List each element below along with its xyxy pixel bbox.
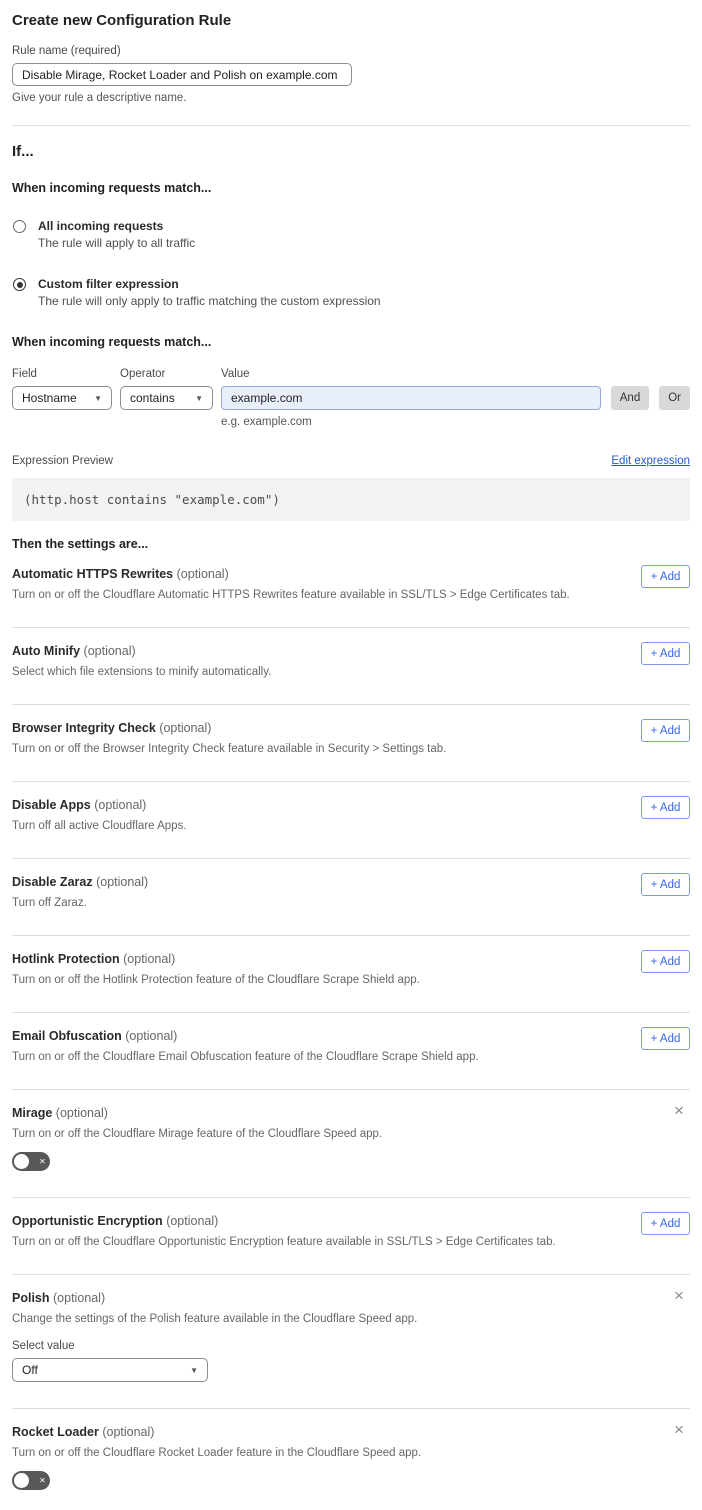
radio-description: The rule will apply to all traffic	[38, 236, 196, 250]
setting-title: Mirage	[12, 1106, 53, 1120]
operator-select-value: contains	[130, 391, 175, 405]
setting-description: Turn off Zaraz.	[12, 897, 87, 909]
setting-description: Turn on or off the Cloudflare Automatic HTTPS Rewrites feature available in SSL/TLS > Edge Certificates tab.	[12, 589, 570, 601]
operator-label: Operator	[120, 368, 166, 380]
toggle-off-x-icon: ×	[39, 1474, 46, 1487]
add-button[interactable]: + Add	[641, 950, 690, 973]
setting-row-browser-integrity-check	[12, 705, 690, 782]
operator-select[interactable]	[120, 386, 213, 410]
setting-row-auto-minify	[12, 628, 690, 705]
add-button[interactable]: + Add	[641, 565, 690, 588]
toggle-knob	[14, 1473, 29, 1488]
optional-label: (optional)	[176, 567, 229, 581]
add-button[interactable]: + Add	[641, 719, 690, 742]
toggle-off-x-icon: ×	[39, 1155, 46, 1168]
close-icon[interactable]: ×	[670, 1421, 688, 1439]
optional-label: (optional)	[53, 1291, 106, 1305]
mirage-toggle-off[interactable]	[12, 1152, 50, 1171]
setting-row-hotlink-protection	[12, 936, 690, 1013]
setting-row-disable-apps	[12, 782, 690, 859]
setting-description: Turn on or off the Hotlink Protection feature of the Cloudflare Scrape Shield app.	[12, 974, 420, 986]
field-column	[12, 368, 112, 410]
field-label: Field	[12, 368, 37, 380]
setting-title: Auto Minify	[12, 644, 81, 658]
setting-row-automatic-https-rewrites	[12, 551, 690, 628]
setting-description: Turn on or off the Cloudflare Email Obfuscation feature of the Cloudflare Scrape Shield app.	[12, 1051, 479, 1063]
setting-row-opportunistic-encryption	[12, 1198, 690, 1275]
add-button[interactable]: + Add	[641, 1027, 690, 1050]
toggle-knob	[14, 1154, 29, 1169]
setting-row-disable-zaraz	[12, 859, 690, 936]
radio-custom-filter-expression[interactable]	[12, 277, 690, 308]
setting-title: Polish	[12, 1291, 50, 1305]
field-select[interactable]	[12, 386, 112, 410]
incoming-requests-match-heading: When incoming requests match...	[12, 181, 212, 195]
value-column	[221, 368, 601, 410]
setting-description: Turn on or off the Browser Integrity Check feature available in Security > Settings tab.	[12, 743, 447, 755]
rocket-loader-toggle-off[interactable]	[12, 1471, 50, 1490]
select-value-label: Select value	[12, 1340, 75, 1352]
value-input[interactable]	[221, 386, 601, 410]
chevron-down-icon: ▼	[190, 1365, 198, 1375]
rule-name-label: Rule name (required)	[12, 45, 121, 57]
setting-description: Turn on or off the Cloudflare Opportunistic Encryption feature available in SSL/TLS > Edge Certificates tab.	[12, 1236, 556, 1248]
chevron-down-icon: ▼	[195, 393, 203, 403]
close-icon[interactable]: ×	[670, 1287, 688, 1305]
setting-description: Change the settings of the Polish feature available in the Cloudflare Speed app.	[12, 1313, 418, 1325]
add-button[interactable]: + Add	[641, 642, 690, 665]
setting-title: Automatic HTTPS Rewrites	[12, 567, 174, 581]
optional-label: (optional)	[102, 1425, 155, 1439]
optional-label: (optional)	[55, 1106, 108, 1120]
expression-preview-header	[12, 455, 690, 467]
close-icon[interactable]: ×	[670, 1102, 688, 1120]
rule-name-help: Give your rule a descriptive name.	[12, 92, 187, 104]
radio-label: Custom filter expression	[38, 277, 179, 291]
field-select-value: Hostname	[22, 391, 77, 405]
filter-builder-heading: When incoming requests match...	[12, 335, 212, 349]
setting-row-mirage	[12, 1090, 690, 1198]
polish-value-select[interactable]	[12, 1358, 208, 1382]
radio-button-icon[interactable]	[13, 220, 26, 233]
setting-title: Disable Zaraz	[12, 875, 93, 889]
radio-button-icon[interactable]	[13, 278, 26, 291]
or-button[interactable]: Or	[659, 386, 690, 410]
polish-select-value: Off	[22, 1363, 38, 1377]
add-button[interactable]: + Add	[641, 1212, 690, 1235]
setting-title: Disable Apps	[12, 798, 91, 812]
value-hint: e.g. example.com	[221, 416, 312, 428]
rule-name-input[interactable]	[12, 63, 352, 86]
setting-title: Rocket Loader	[12, 1425, 99, 1439]
if-heading: If...	[12, 143, 34, 160]
setting-row-email-obfuscation	[12, 1013, 690, 1090]
setting-row-rocket-loader	[12, 1409, 690, 1510]
setting-title: Browser Integrity Check	[12, 721, 156, 735]
filter-builder-row	[12, 368, 690, 410]
setting-description: Turn on or off the Cloudflare Mirage feature of the Cloudflare Speed app.	[12, 1128, 383, 1140]
optional-label: (optional)	[94, 798, 147, 812]
setting-title: Opportunistic Encryption	[12, 1214, 163, 1228]
radio-label: All incoming requests	[38, 219, 164, 233]
expression-preview-label: Expression Preview	[12, 455, 113, 467]
add-button[interactable]: + Add	[641, 796, 690, 819]
optional-label: (optional)	[96, 875, 149, 889]
optional-label: (optional)	[125, 1029, 178, 1043]
setting-description: Turn on or off the Cloudflare Rocket Loader feature in the Cloudflare Speed app.	[12, 1447, 422, 1459]
optional-label: (optional)	[159, 721, 212, 735]
radio-all-incoming-requests[interactable]	[12, 219, 690, 250]
chevron-down-icon: ▼	[94, 393, 102, 403]
setting-title: Hotlink Protection	[12, 952, 120, 966]
setting-description: Turn off all active Cloudflare Apps.	[12, 820, 187, 832]
section-divider	[12, 125, 690, 126]
optional-label: (optional)	[166, 1214, 219, 1228]
then-settings-heading: Then the settings are...	[12, 537, 149, 551]
request-match-radio-group	[12, 219, 690, 308]
value-label: Value	[221, 368, 250, 380]
setting-description: Select which file extensions to minify automatically.	[12, 666, 272, 678]
radio-description: The rule will only apply to traffic matching the custom expression	[38, 294, 381, 308]
setting-title: Email Obfuscation	[12, 1029, 122, 1043]
operator-column	[120, 368, 213, 410]
edit-expression-link[interactable]: Edit expression	[611, 455, 690, 467]
page-title: Create new Configuration Rule	[12, 12, 232, 29]
expression-code-block: (http.host contains "example.com")	[12, 478, 690, 521]
rule-name-section	[12, 45, 690, 104]
optional-label: (optional)	[83, 644, 136, 658]
and-button[interactable]: And	[611, 386, 649, 410]
setting-row-polish	[12, 1275, 690, 1409]
add-button[interactable]: + Add	[641, 873, 690, 896]
optional-label: (optional)	[123, 952, 176, 966]
